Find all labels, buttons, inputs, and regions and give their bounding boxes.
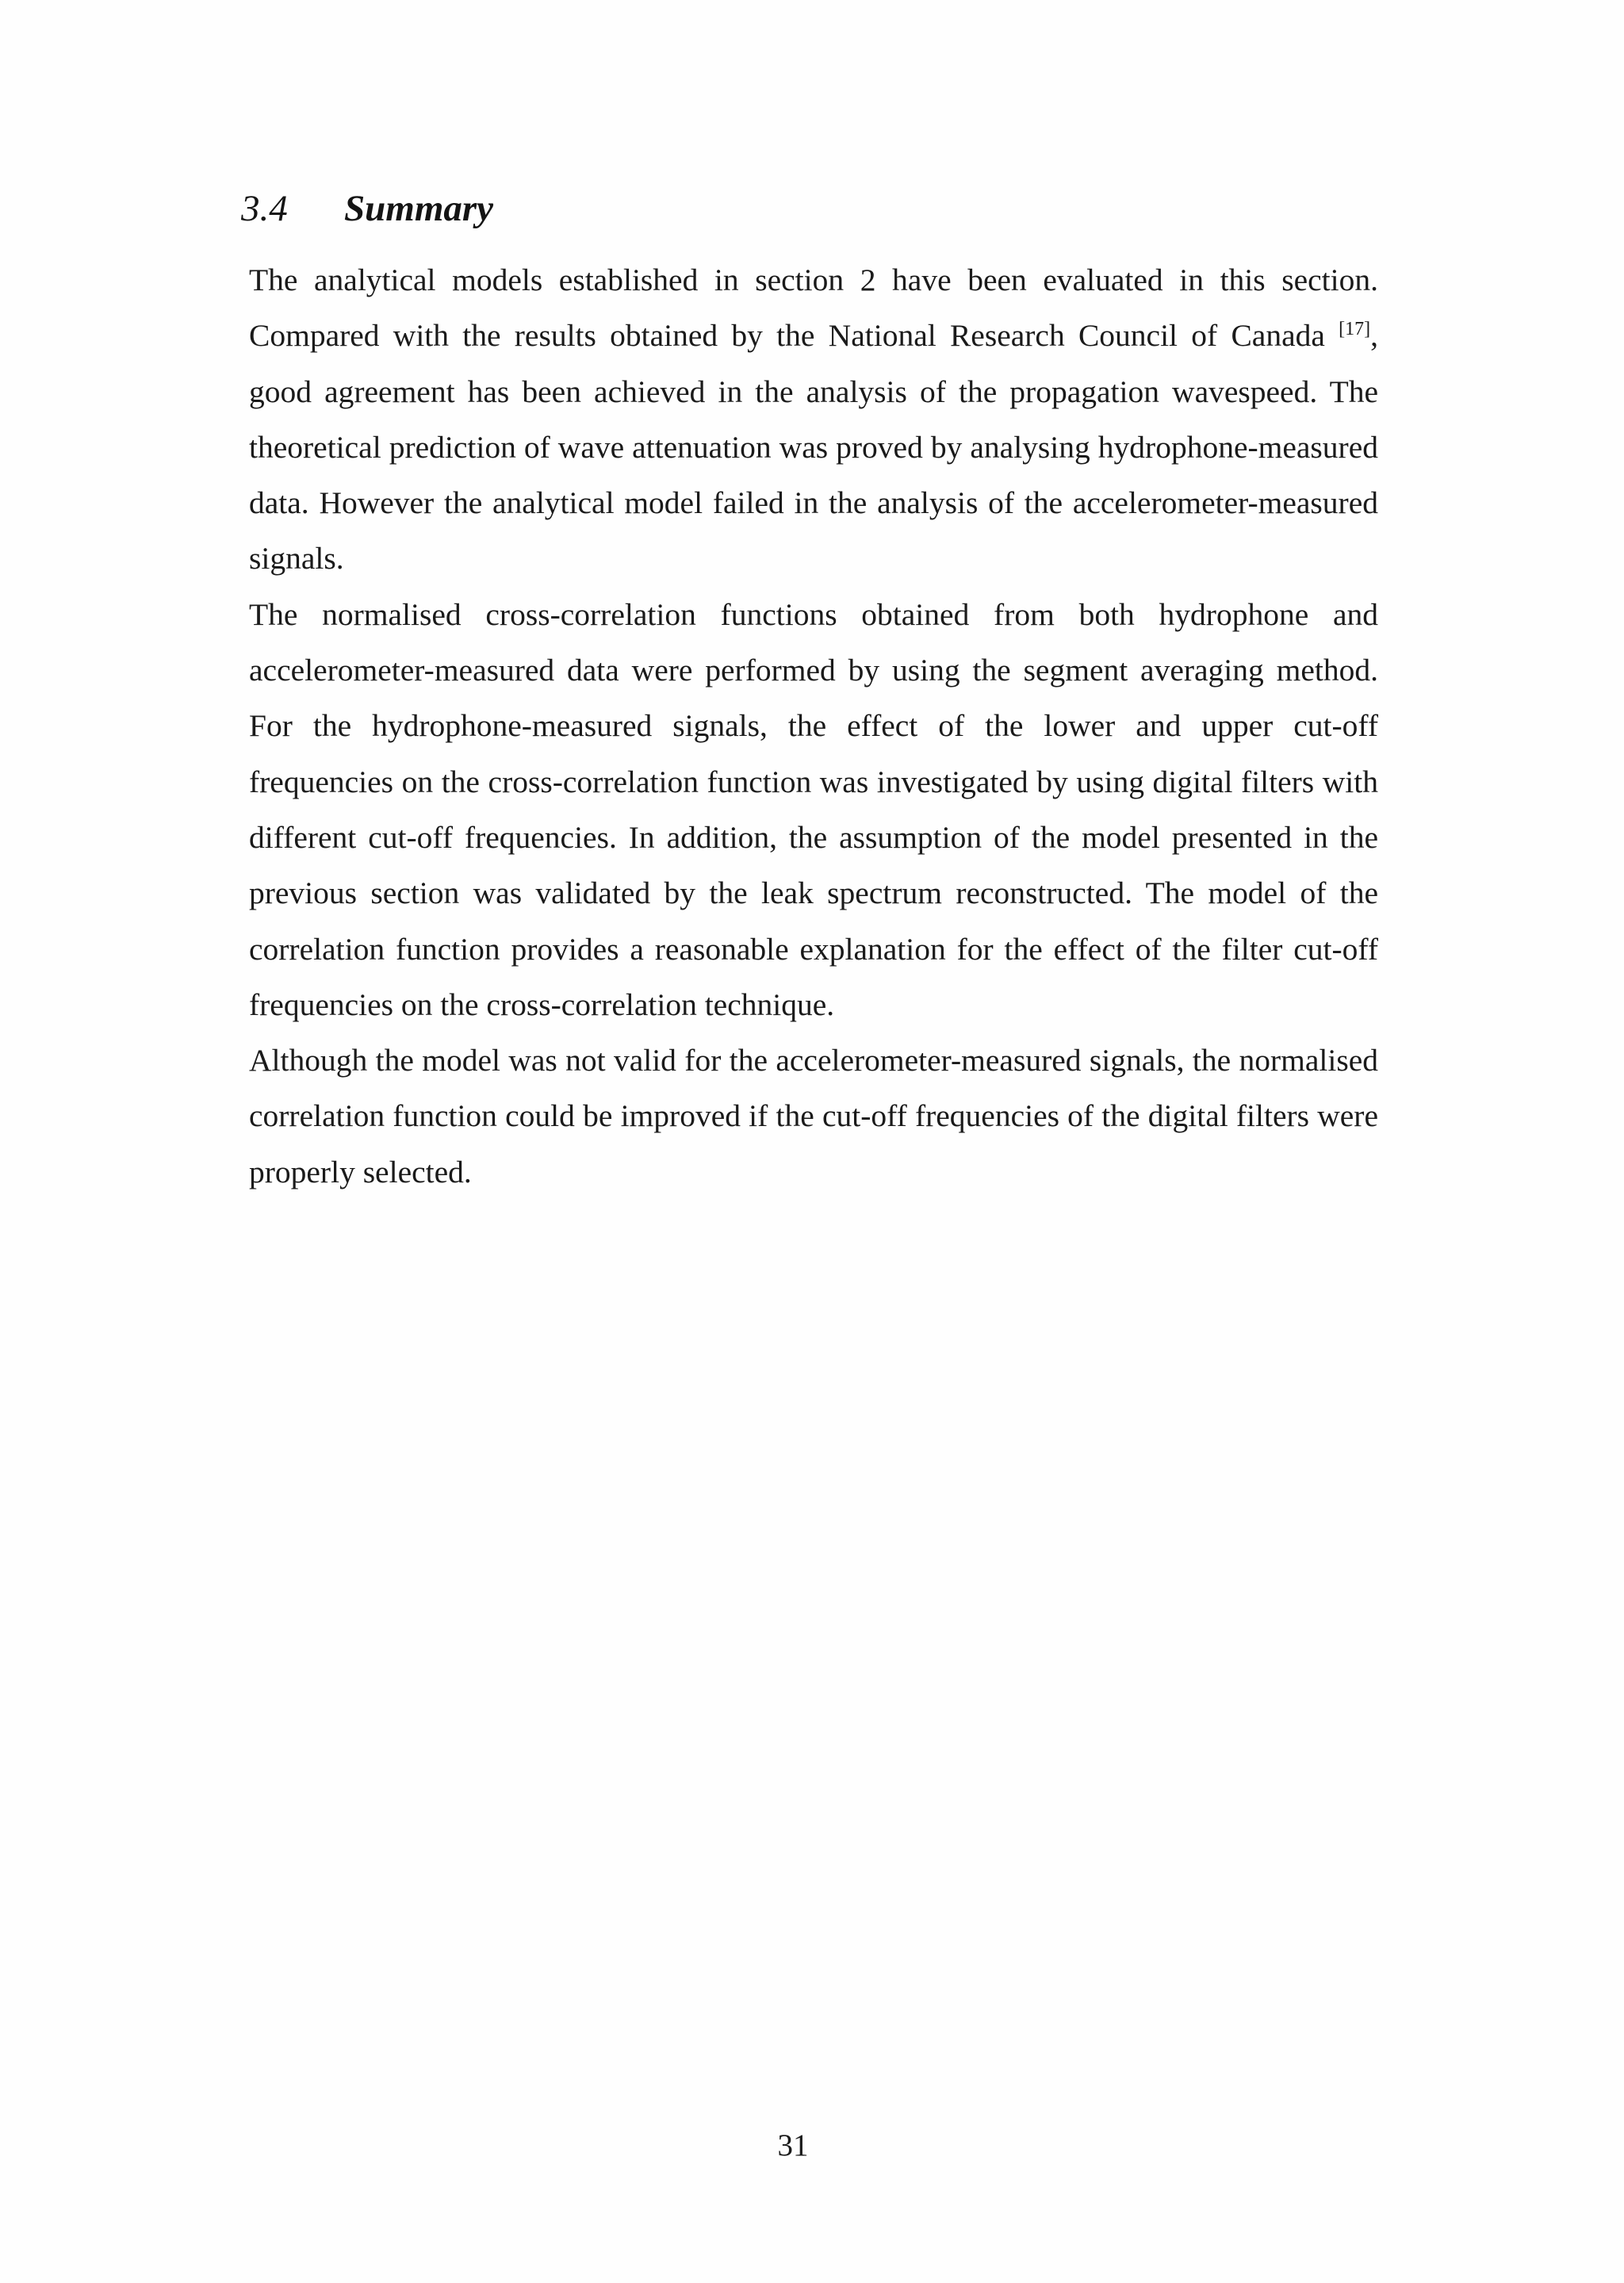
section-heading [241, 187, 493, 230]
section-number: 3.4 [241, 188, 288, 229]
paragraph-1-text-end: , good agreement has been achieved in the analysis of the propagation wavespeed. The theoretical prediction of wave attenuation was proved by analysing hydrophone-measured data. However the analytical model failed in the analysis of the accelerometer-measured signals. [249, 318, 1378, 576]
page-number: 31 [777, 2128, 809, 2162]
body-text [249, 252, 1378, 1200]
paragraph-1 [249, 252, 1378, 587]
paragraph-3: Although the model was not valid for the accelerometer-measured signals, the normalised correlation function could be improved if the cut-off frequencies of the digital filters were properly selected. [249, 1043, 1378, 1189]
paragraph-1-text-start: The analytical models established in section 2 have been evaluated in this section. Compared with the results obtained by the National Research Council of Canada [249, 262, 1378, 354]
section-title: Summary [344, 188, 494, 229]
citation-ref: [17] [1339, 319, 1371, 340]
paragraph-2: The normalised cross-correlation functions obtained from both hydrophone and accelerometer-measured data were performed by using the segment averaging method. For the hydrophone-measured signals, the effect of the lower and upper cut-off frequencies on the cross-correlation function was investigated by using digital filters with different cut-off frequencies. In addition, the assumption of the model presented in the previous section was validated by the leak spectrum reconstructed. The model of the correlation function provides a reasonable explanation for the effect of the filter cut-off frequencies on the cross-correlation technique. [249, 596, 1378, 1022]
